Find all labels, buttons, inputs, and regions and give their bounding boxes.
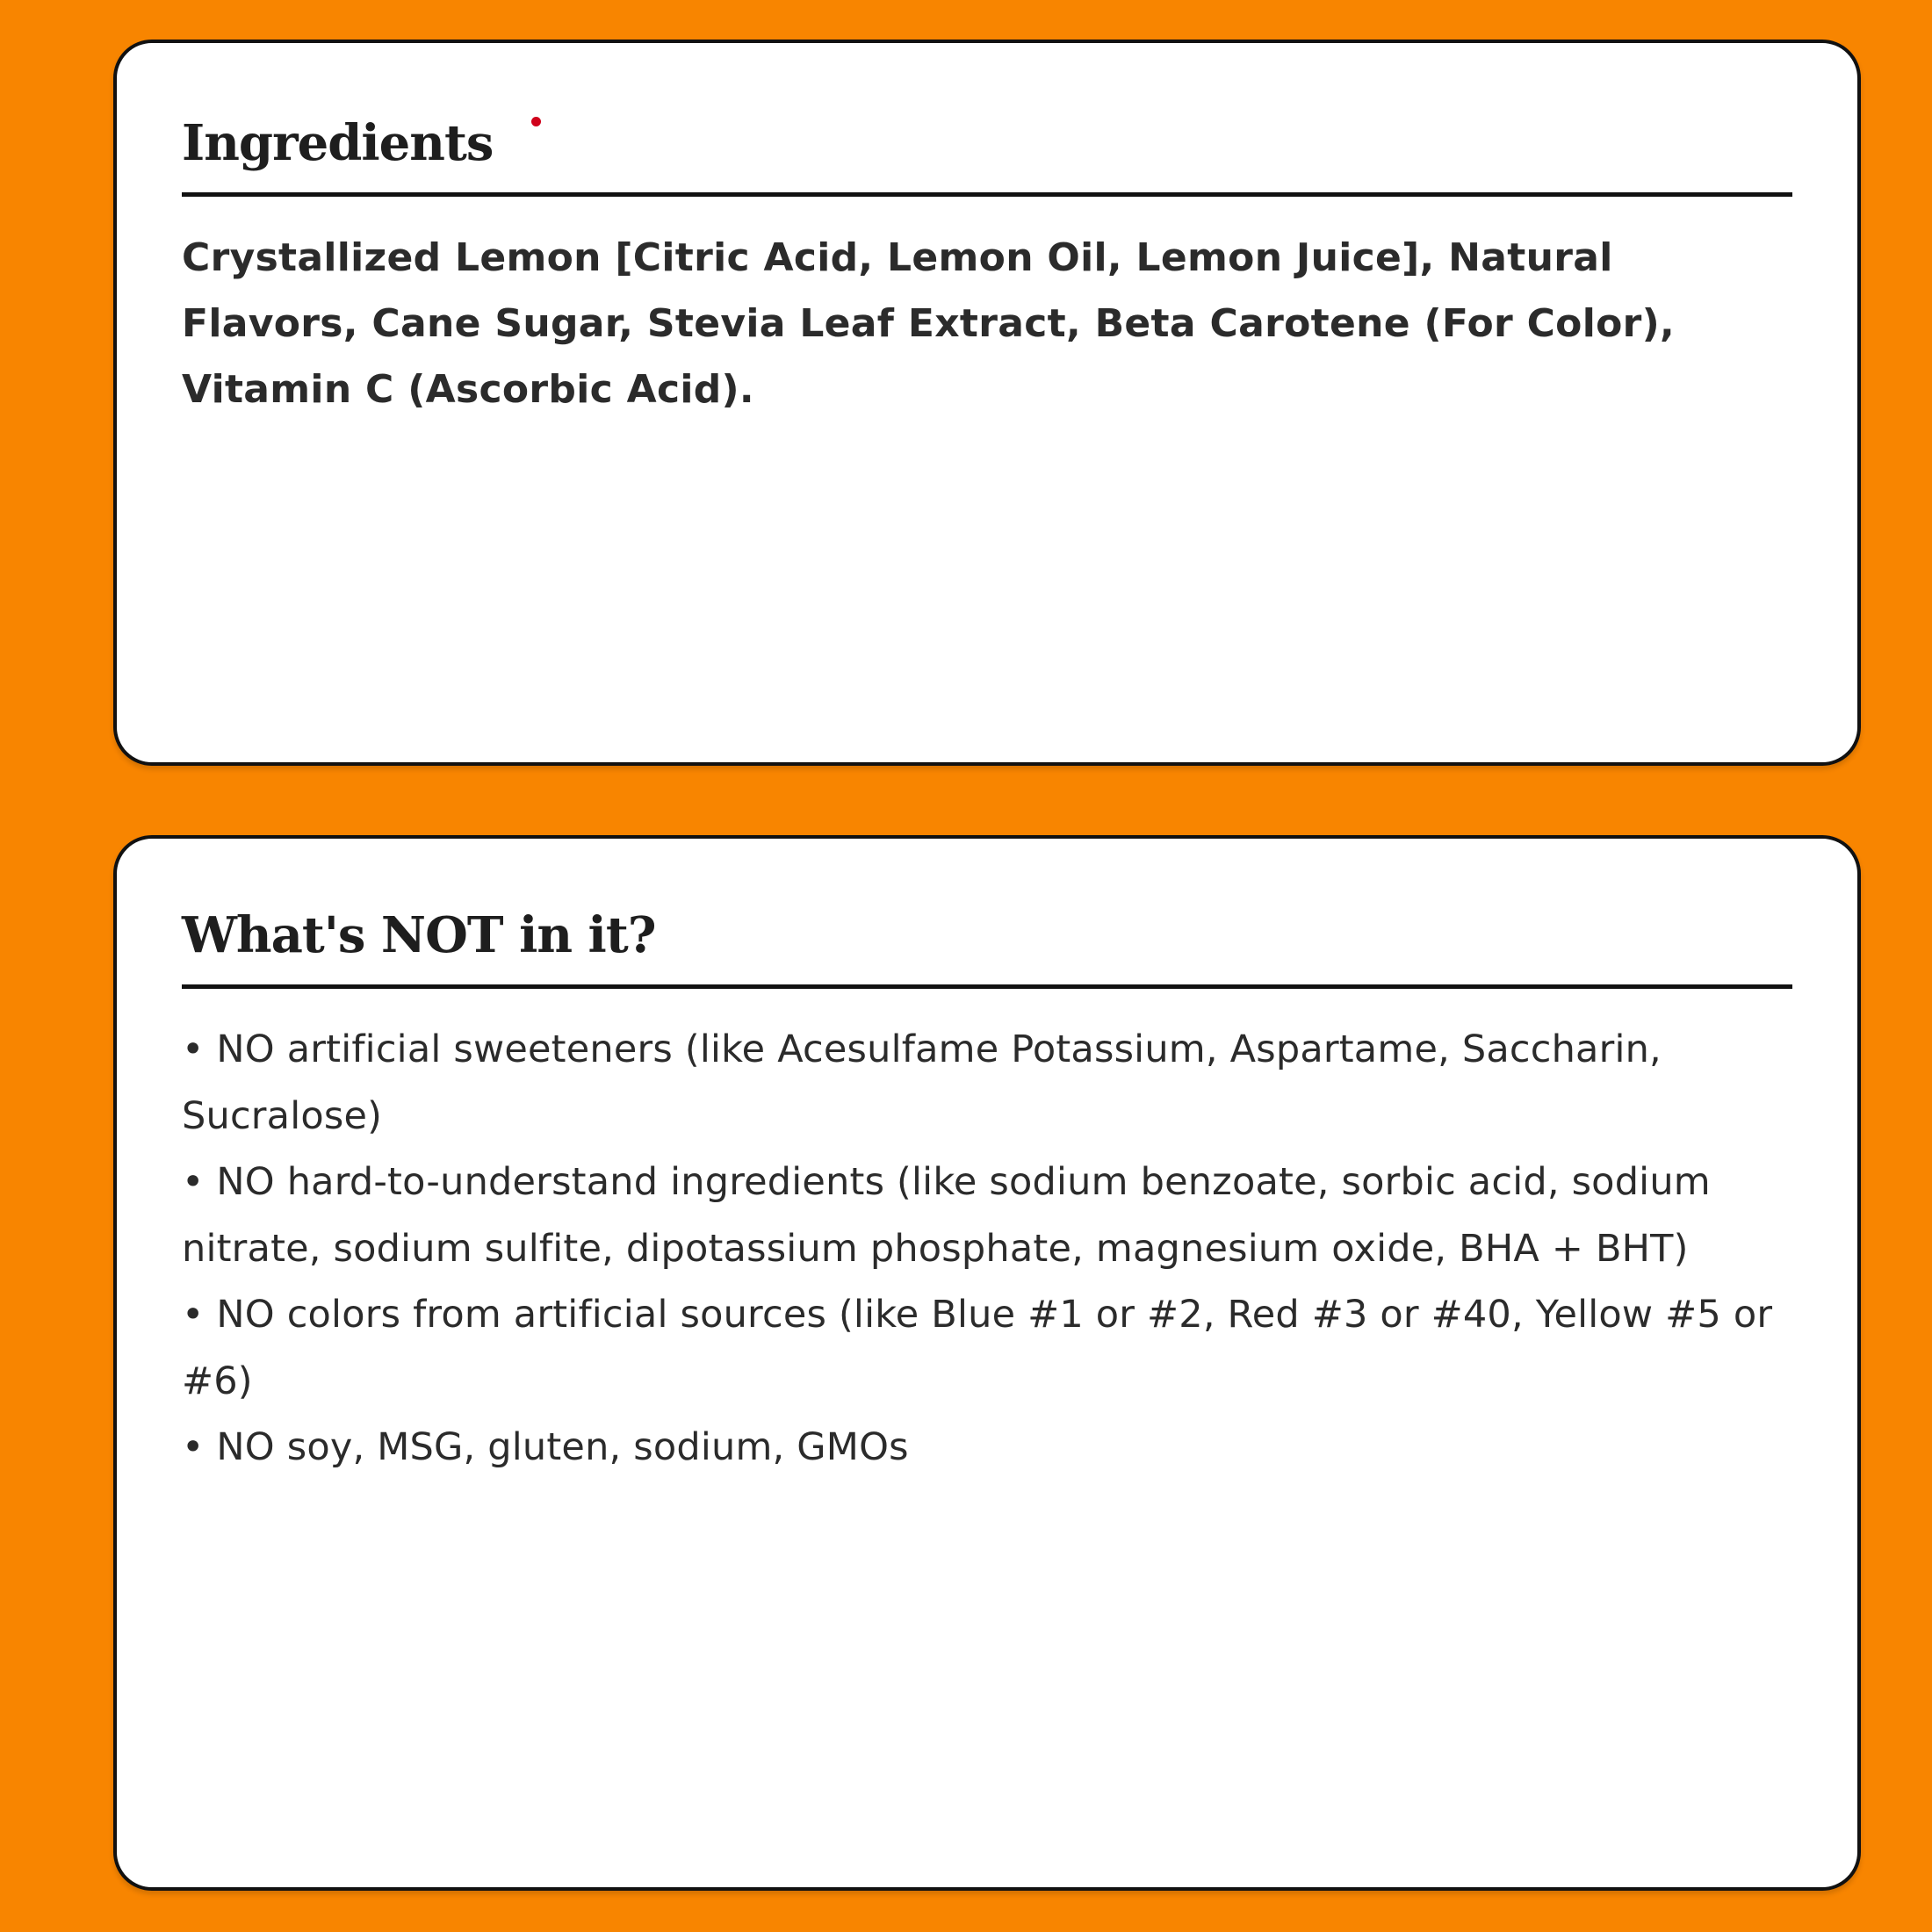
ingredients-title: Ingredients [182, 114, 494, 172]
ingredients-heading [182, 114, 1792, 197]
list-item: • NO hard-to-understand ingredients (like sodium benzoate, sorbic acid, sodium nitrate, sodium sulfite, dipotassium phosphate, magnesium oxide, BHA + BHT) [182, 1160, 1711, 1271]
required-dot-icon [531, 117, 541, 126]
not-in-it-card-content [182, 906, 1792, 1481]
ingredients-card-content [182, 114, 1792, 422]
ingredients-card [113, 40, 1861, 766]
list-item: • NO artificial sweeteners (like Acesulfame Potassium, Aspartame, Saccharin, Sucralose) [182, 1027, 1662, 1138]
not-in-it-title: What's NOT in it? [182, 911, 1792, 989]
list-item: • NO colors from artificial sources (like Blue #1 or #2, Red #3 or #40, Yellow #5 or #6) [182, 1293, 1773, 1403]
list-item: • NO soy, MSG, gluten, sodium, GMOs [182, 1425, 909, 1469]
not-in-it-card [113, 835, 1861, 1891]
not-in-it-list [182, 1017, 1792, 1481]
ingredients-text: Crystallized Lemon [Citric Acid, Lemon Oil, Lemon Juice], Natural Flavors, Cane Sugar, Stevia Leaf Extract, Beta Carotene (For Color), Vitamin C (Ascorbic Acid). [182, 235, 1676, 412]
